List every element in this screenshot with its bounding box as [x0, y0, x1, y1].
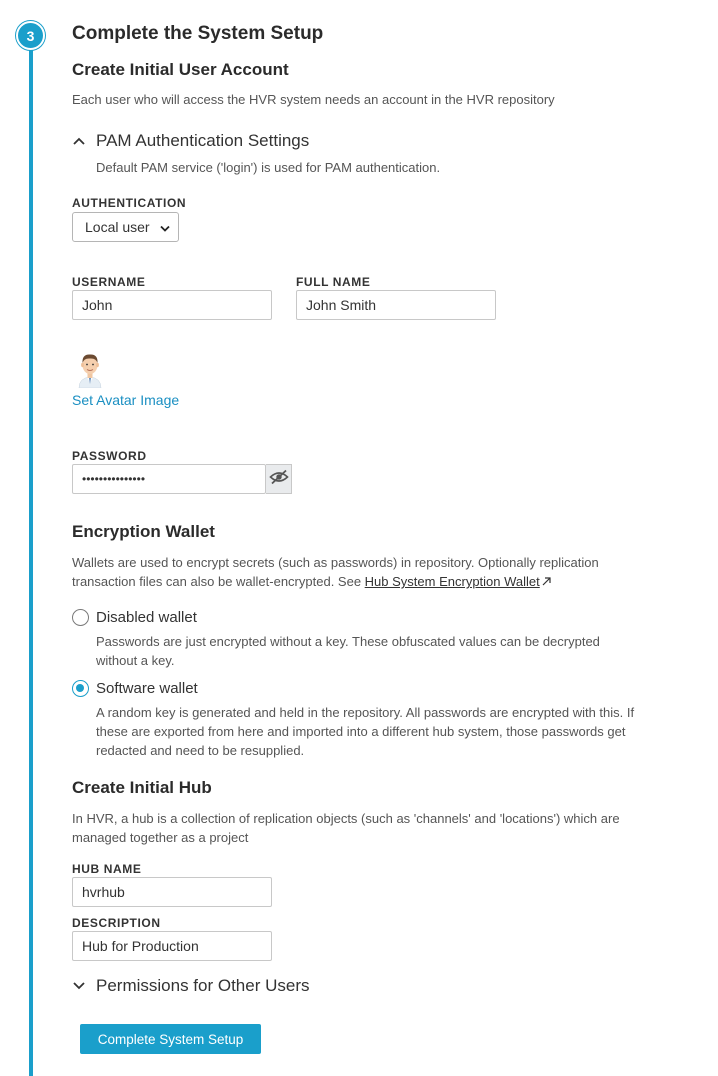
password-masked-value: ••••••••••••••• [82, 472, 146, 486]
hub-description-value: Hub for Production [82, 938, 199, 954]
step-number-badge: 3 [16, 21, 45, 50]
set-avatar-link[interactable]: Set Avatar Image [72, 392, 180, 408]
disabled-wallet-description: Passwords are just encrypted without a key. These obfuscated values can be decrypted without a key. [96, 634, 600, 668]
username-input[interactable] [72, 290, 272, 320]
toggle-password-visibility-button[interactable] [266, 464, 292, 494]
pam-settings-description: Default PAM service ('login') is used for PAM authentication. [96, 160, 441, 175]
chevron-down-icon [160, 219, 170, 235]
user-account-heading: Create Initial User Account [72, 60, 289, 79]
page-title: Complete the System Setup [72, 23, 324, 44]
hub-description-input[interactable] [72, 931, 272, 961]
password-label: PASSWORD [72, 449, 147, 463]
external-link-icon [542, 572, 551, 591]
authentication-select[interactable] [72, 212, 179, 242]
username-value: John [82, 297, 113, 313]
full-name-label: FULL NAME [296, 275, 371, 289]
username-label: USERNAME [72, 275, 146, 289]
avatar [76, 350, 104, 388]
hub-encryption-wallet-link-label: Hub System Encryption Wallet [364, 574, 540, 589]
user-account-description: Each user who will access the HVR system needs an account in the HVR repository [72, 92, 555, 107]
full-name-input[interactable] [296, 290, 496, 320]
permissions-toggle[interactable] [72, 976, 310, 996]
hub-name-label: HUB NAME [72, 862, 142, 876]
software-wallet-label[interactable]: Software wallet [96, 680, 198, 697]
step-progress-line [29, 48, 33, 1076]
authentication-label: AUTHENTICATION [72, 196, 187, 210]
disabled-wallet-label[interactable]: Disabled wallet [96, 609, 197, 626]
full-name-value: John Smith [306, 297, 377, 313]
hub-description-label: DESCRIPTION [72, 916, 161, 930]
chevron-down-icon [72, 981, 96, 991]
initial-hub-heading: Create Initial Hub [72, 778, 212, 797]
permissions-title: Permissions for Other Users [96, 976, 310, 995]
hub-encryption-wallet-link[interactable] [365, 574, 551, 589]
pam-settings-toggle[interactable] [72, 131, 309, 151]
disabled-wallet-radio[interactable] [72, 609, 89, 626]
complete-system-setup-button[interactable]: Complete System Setup [80, 1024, 261, 1054]
hub-name-value: hvrhub [82, 884, 125, 900]
hub-name-input[interactable] [72, 877, 272, 907]
chevron-up-icon [72, 136, 96, 146]
encryption-wallet-description [72, 553, 632, 591]
encryption-wallet-heading: Encryption Wallet [72, 522, 215, 541]
software-wallet-description: A random key is generated and held in the repository. All passwords are encrypted with this. If these are exported from here and imported into a different hub system, those passwords get redacted and need to be resupplied. [96, 705, 635, 758]
password-input[interactable] [72, 464, 266, 494]
authentication-selected-value: Local user [85, 219, 150, 235]
encryption-wallet-description-text: Wallets are used to encrypt secrets (such as passwords) in repository. Optionally replication transaction files can also be wallet-encrypted. See [72, 555, 599, 589]
eye-off-icon [269, 469, 289, 490]
initial-hub-description: In HVR, a hub is a collection of replication objects (such as 'channels' and 'locations') which are managed together as a project [72, 811, 620, 845]
software-wallet-radio[interactable] [72, 680, 89, 697]
pam-settings-title: PAM Authentication Settings [96, 131, 310, 150]
